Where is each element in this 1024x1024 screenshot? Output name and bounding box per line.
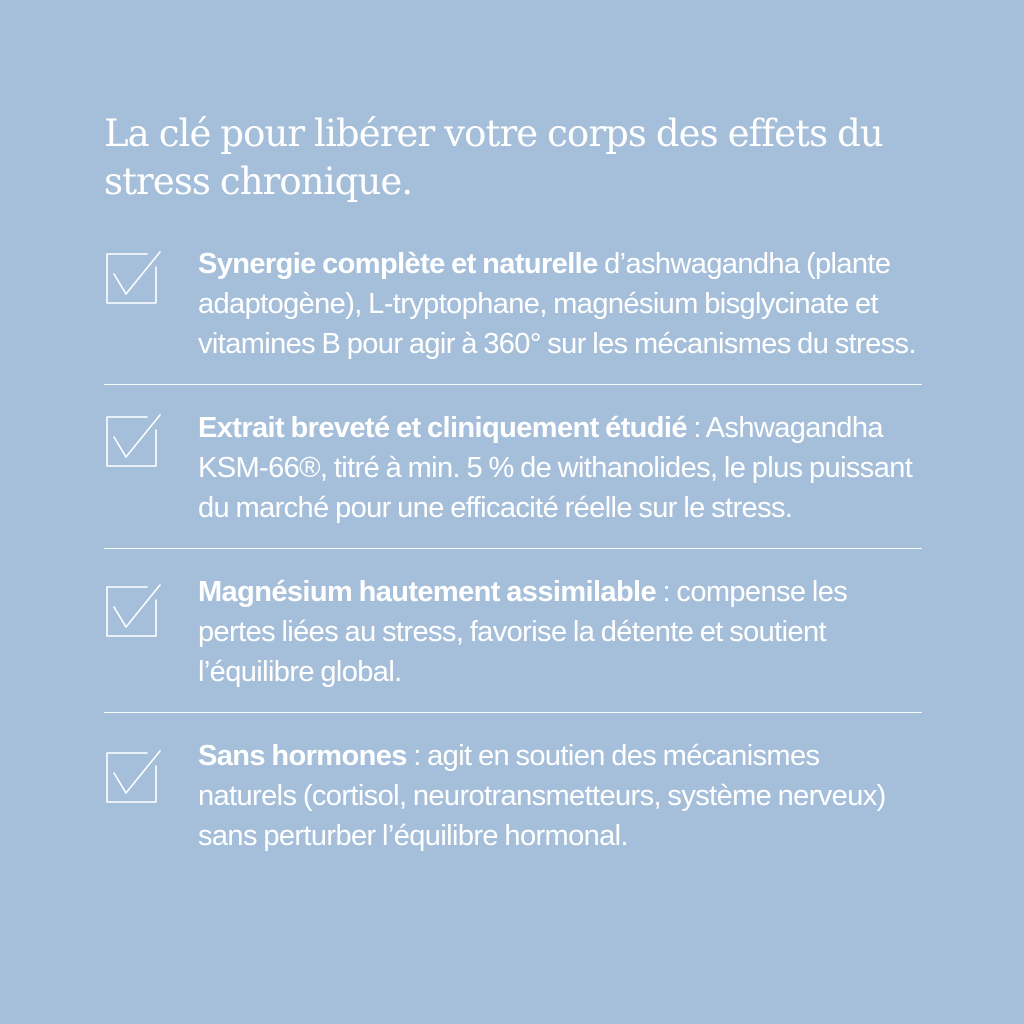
benefit-item <box>104 384 922 548</box>
checkbox-checked-icon <box>104 582 162 638</box>
headline: La clé pour libérer votre corps des effets du stress chronique. <box>104 112 883 203</box>
benefit-text <box>198 408 922 528</box>
benefit-item <box>104 712 922 876</box>
checkbox-checked-icon <box>104 249 162 305</box>
benefit-description: : Ashwagandha KSM-66®, titré à min. 5 % de withanolides, le plus puissant du marché pour une efficacité réelle sur le stress. <box>198 412 913 524</box>
benefit-title: Sans hormones <box>198 740 407 772</box>
benefit-description: : compense les pertes liées au stress, favorise la détente et soutient l’équilibre global. <box>198 576 848 688</box>
benefit-description: : agit en soutien des mécanismes naturels (cortisol, neurotransmetteurs, système nerveux) sans perturber l’équilibre hormonal. <box>198 740 886 852</box>
benefit-text <box>198 572 922 692</box>
benefit-text <box>198 736 922 856</box>
benefit-title: Synergie complète et naturelle <box>198 248 598 280</box>
benefits-list <box>104 244 922 876</box>
checkbox-checked-icon <box>104 412 162 468</box>
benefit-item <box>104 548 922 712</box>
benefit-item <box>104 244 922 384</box>
benefit-text <box>198 244 922 364</box>
benefit-description: d’ashwagandha (plante adaptogène), L-tryptophane, magnésium bisglycinate et vitamines B pour agir à 360° sur les mécanismes du stress. <box>198 248 916 360</box>
benefit-title: Extrait breveté et cliniquement étudié <box>198 412 687 444</box>
benefit-title: Magnésium hautement assimilable <box>198 576 657 608</box>
checkbox-checked-icon <box>104 748 162 804</box>
